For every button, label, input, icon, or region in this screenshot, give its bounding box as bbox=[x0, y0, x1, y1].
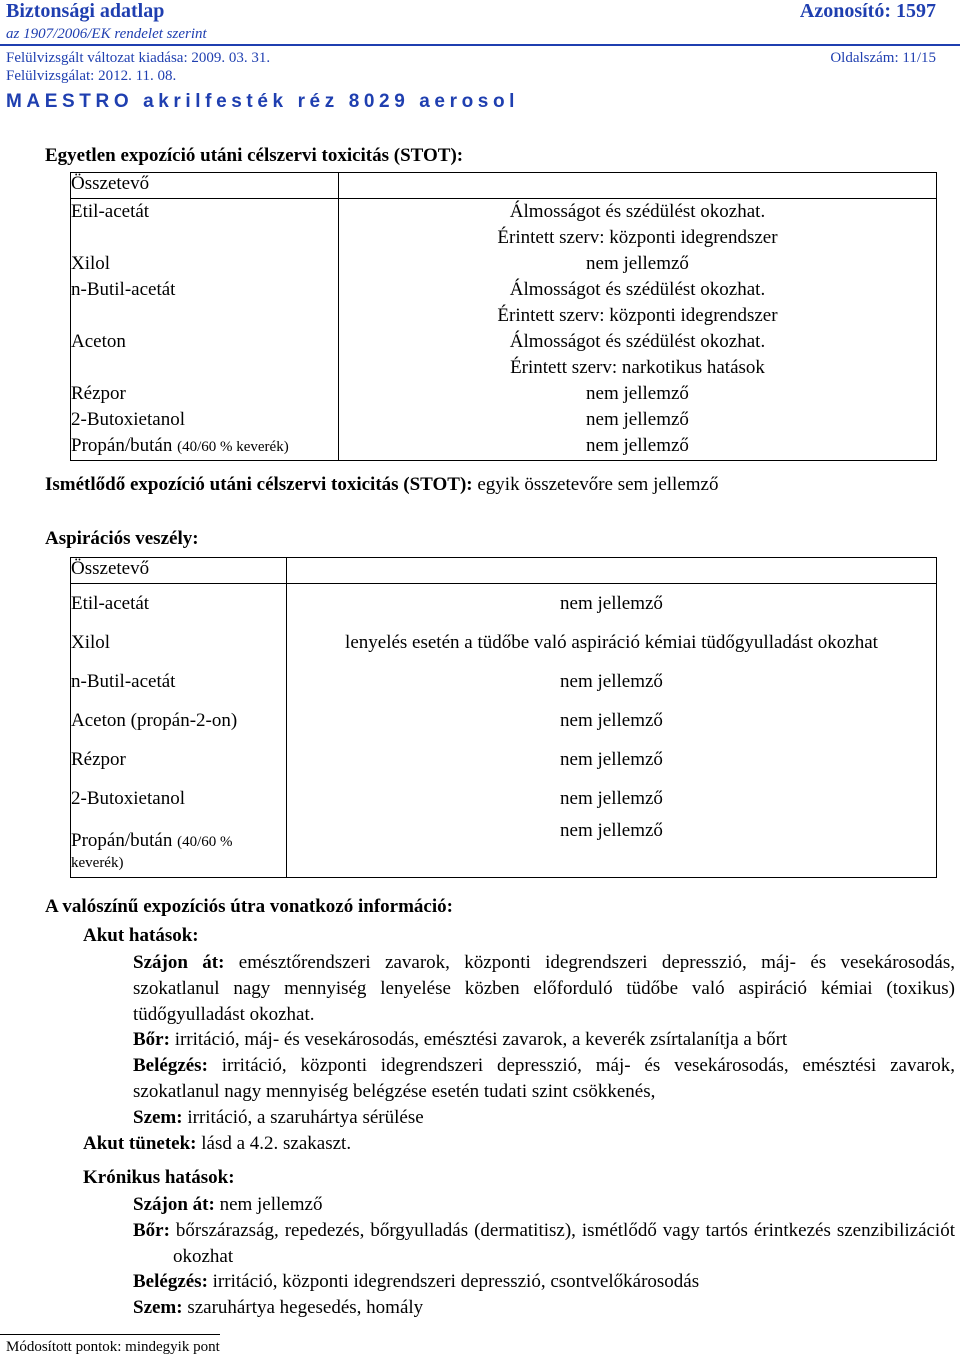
chronic-eye-label: Szem: bbox=[133, 1297, 183, 1318]
chronic-oral bbox=[133, 1192, 955, 1218]
stot-repeated bbox=[45, 474, 718, 496]
table-header-row bbox=[71, 558, 937, 584]
chronic-eye-text: szaruhártya hegesedés, homály bbox=[187, 1297, 424, 1318]
document-title: Biztonsági adatlap bbox=[6, 0, 165, 22]
acute-symptoms-text: lásd a 4.2. szakaszt. bbox=[201, 1133, 352, 1154]
table-body-row bbox=[71, 199, 937, 461]
header-divider bbox=[0, 44, 960, 46]
stot-repeated-value: egyik összetevőre sem jellemző bbox=[477, 474, 719, 495]
effect-text: nem jellemző bbox=[560, 820, 663, 841]
acute-symptoms bbox=[83, 1131, 943, 1157]
table-header-row bbox=[71, 173, 937, 199]
component-name: 2-Butoxietanol bbox=[71, 409, 185, 430]
chronic-skin bbox=[133, 1218, 955, 1270]
page-number: Oldalszám: 11/15 bbox=[830, 50, 936, 66]
acute-skin-label: Bőr: bbox=[133, 1029, 170, 1050]
chronic-inhalation-text: irritáció, központi idegrendszeri depresszió, csontvelőkárosodás bbox=[212, 1271, 700, 1292]
regulation-reference: az 1907/2006/EK rendelet szerint bbox=[6, 26, 207, 42]
effect-text: lenyelés esetén a tüdőbe való aspiráció kémiai tüdőgyulladást okozhat bbox=[345, 632, 878, 653]
document-id: Azonosító: 1597 bbox=[799, 0, 936, 22]
acute-oral-text: emésztőrendszeri zavarok, központi idegrendszeri depresszió, máj- és vesekárosodás, szokatlanul nagy mennyiség lenyelése közben előforduló tüdőbe való aspiráció kémiai (toxikus) tüdőgyulladást okozhat. bbox=[133, 952, 955, 1025]
component-name-detail: (40/60 % bbox=[177, 834, 233, 850]
acute-oral bbox=[133, 950, 955, 1028]
acute-eye-text: irritáció, a szaruhártya sérülése bbox=[187, 1107, 424, 1128]
acute-effects-heading: Akut hatások: bbox=[83, 925, 199, 946]
acute-inhalation bbox=[133, 1053, 955, 1105]
component-name: Rézpor bbox=[71, 383, 126, 404]
component-name: Propán/bután bbox=[71, 435, 173, 456]
table-body-row bbox=[71, 584, 937, 878]
acute-eye bbox=[133, 1105, 955, 1131]
acute-skin bbox=[133, 1027, 955, 1053]
effect-text: nem jellemző bbox=[560, 788, 663, 809]
component-name: Xilol bbox=[71, 632, 111, 653]
component-name: Xilol bbox=[71, 253, 111, 274]
acute-inhalation-label: Belégzés: bbox=[133, 1055, 208, 1076]
chronic-effects-heading: Krónikus hatások: bbox=[83, 1167, 235, 1188]
effect-text: nem jellemző bbox=[586, 383, 689, 404]
component-name: 2-Butoxietanol bbox=[71, 788, 185, 809]
effect-text: Álmosságot és szédülést okozhat. bbox=[509, 201, 766, 222]
component-name: Rézpor bbox=[71, 749, 126, 770]
effect-text: nem jellemző bbox=[560, 710, 663, 731]
column-header-component: Összetevő bbox=[71, 173, 339, 199]
chronic-oral-text: nem jellemző bbox=[219, 1194, 323, 1215]
acute-skin-text: irritáció, máj- és vesekárosodás, emésztési zavarok, a keverék zsírtalanítja a bőrt bbox=[174, 1029, 788, 1050]
chronic-inhalation bbox=[133, 1269, 955, 1295]
effect-text: nem jellemző bbox=[586, 435, 689, 456]
acute-oral-label: Szájon át: bbox=[133, 952, 225, 973]
component-name: Etil-acetát bbox=[71, 201, 150, 222]
effect-text: nem jellemző bbox=[560, 671, 663, 692]
review-date: Felülvizsgálat: 2012. 11. 08. bbox=[6, 68, 177, 84]
effect-text: nem jellemző bbox=[560, 749, 663, 770]
effect-text: Érintett szerv: központi idegrendszer bbox=[497, 227, 778, 248]
column-header-effect bbox=[339, 173, 937, 199]
product-name: MAESTRO akrilfesték réz 8029 aerosol bbox=[6, 91, 520, 112]
chronic-oral-label: Szájon át: bbox=[133, 1194, 215, 1215]
acute-inhalation-text: irritáció, központi idegrendszeri depresszió, máj- és vesekárosodás, emésztési zavarok, szokatlanul nagy mennyiség belégzése esetén tudati szint csökkenés, bbox=[133, 1055, 956, 1102]
effect-text: nem jellemző bbox=[586, 409, 689, 430]
aspiration-heading: Aspirációs veszély: bbox=[45, 528, 199, 549]
effect-text: nem jellemző bbox=[560, 593, 663, 614]
acute-symptoms-label: Akut tünetek: bbox=[83, 1133, 197, 1154]
stot-single-heading: Egyetlen expozíció utáni célszervi toxicitás (STOT): bbox=[45, 145, 464, 166]
component-name-detail: (40/60 % keverék) bbox=[177, 439, 289, 455]
effect-text: Érintett szerv: narkotikus hatások bbox=[510, 357, 765, 378]
chronic-skin-text: bőrszárazság, repedezés, bőrgyulladás (dermatitisz), ismétlődő vagy tartós érintkezés szenzibilizációt okozhat bbox=[173, 1220, 955, 1267]
chronic-skin-label: Bőr: bbox=[133, 1220, 170, 1241]
revision-date: Felülvizsgált változat kiadása: 2009. 03. 31. bbox=[6, 50, 271, 66]
component-name: n-Butil-acetát bbox=[71, 279, 176, 300]
component-name-detail: keverék) bbox=[71, 855, 124, 871]
component-name: Etil-acetát bbox=[71, 593, 150, 614]
effect-text: Álmosságot és szédülést okozhat. bbox=[509, 331, 766, 352]
effect-text: Érintett szerv: központi idegrendszer bbox=[497, 305, 778, 326]
effect-text: nem jellemző bbox=[586, 253, 689, 274]
component-name: Propán/bután bbox=[71, 830, 173, 851]
component-name: n-Butil-acetát bbox=[71, 671, 176, 692]
acute-eye-label: Szem: bbox=[133, 1107, 183, 1128]
stot-repeated-heading: Ismétlődő expozíció utáni célszervi toxicitás (STOT): bbox=[45, 474, 473, 495]
component-name: Aceton (propán-2-on) bbox=[71, 710, 238, 731]
stot-single-table bbox=[70, 172, 937, 461]
exposure-heading: A valószínű expozíciós útra vonatkozó információ: bbox=[45, 896, 453, 917]
column-header-effect bbox=[287, 558, 937, 584]
column-header-component: Összetevő bbox=[71, 558, 287, 584]
effect-text: Álmosságot és szédülést okozhat. bbox=[509, 279, 766, 300]
footer-divider bbox=[0, 1334, 220, 1335]
chronic-eye bbox=[133, 1295, 955, 1321]
chronic-inhalation-label: Belégzés: bbox=[133, 1271, 208, 1292]
footer-note: Módosított pontok: mindegyik pont bbox=[6, 1339, 220, 1355]
aspiration-table bbox=[70, 557, 937, 878]
component-name: Aceton bbox=[71, 331, 126, 352]
